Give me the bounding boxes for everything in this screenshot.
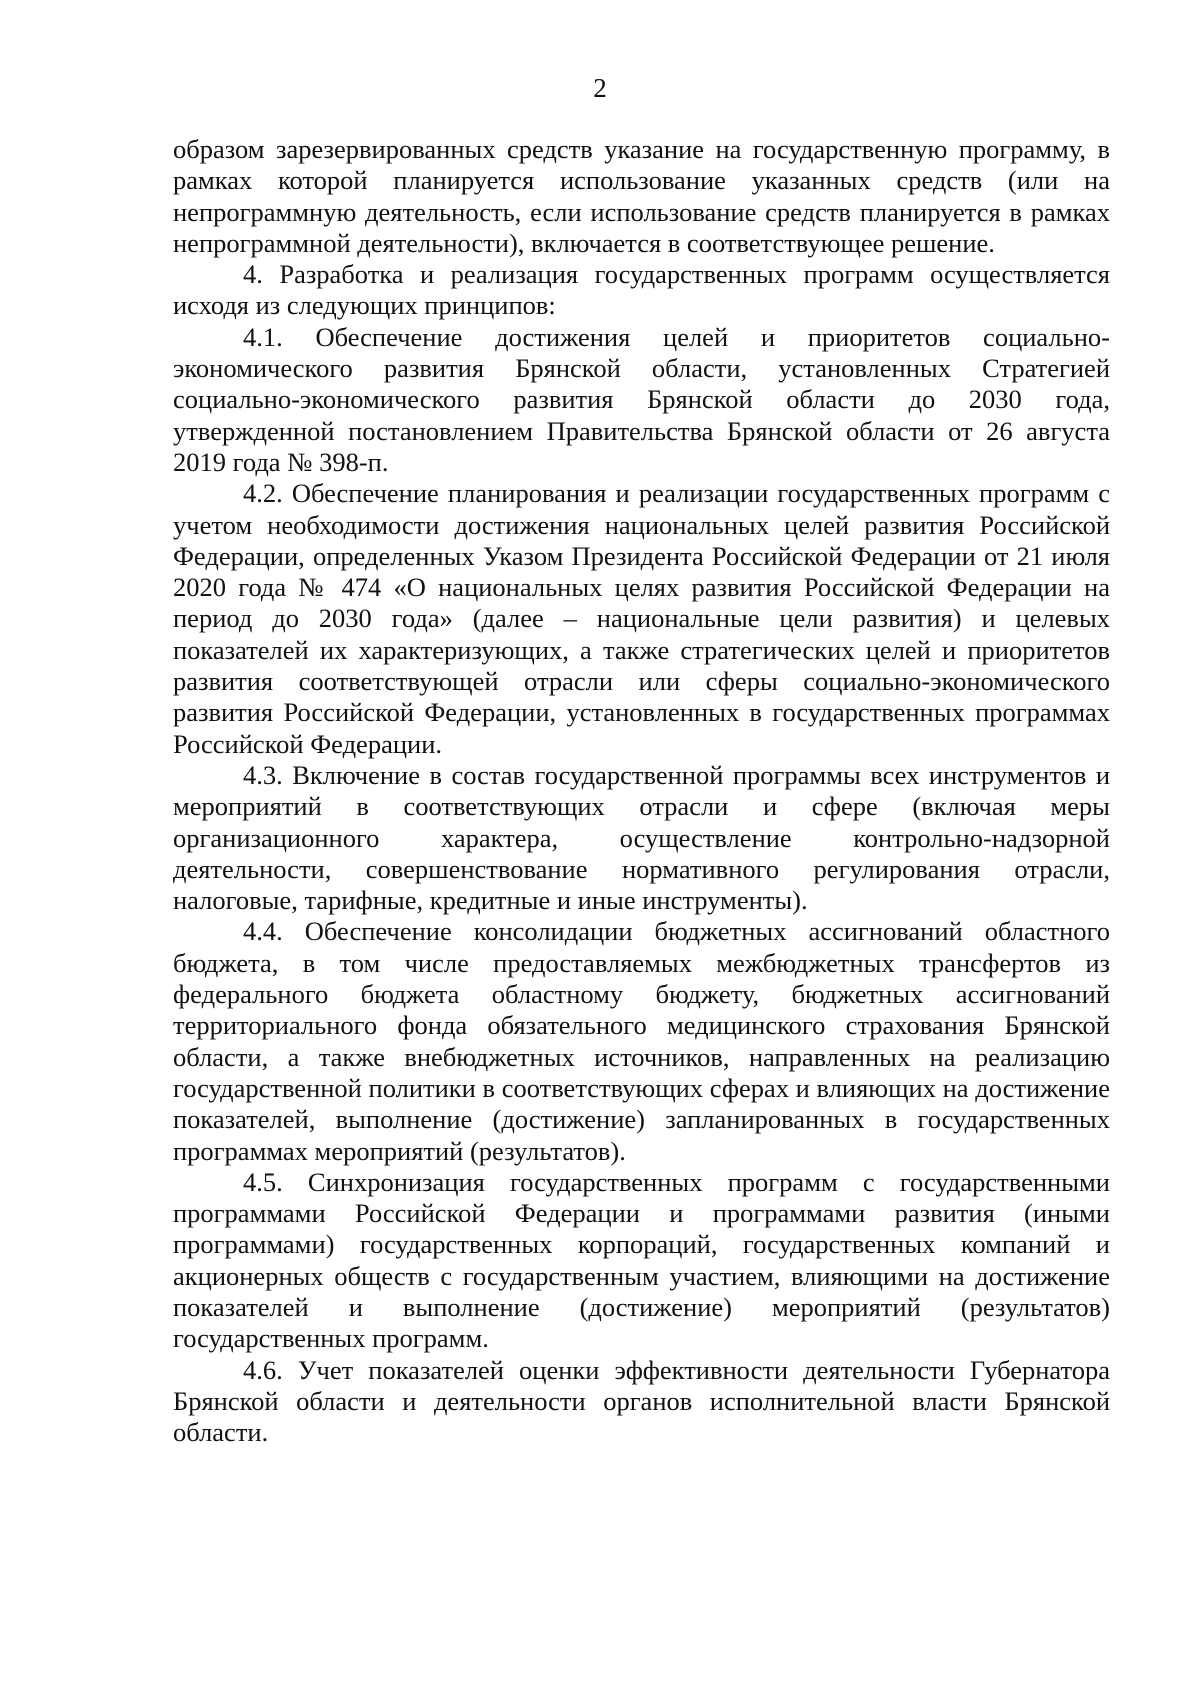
page-number: 2 xyxy=(593,73,607,103)
paragraph-item-4-4: 4.4. Обеспечение консолидации бюджетных ассигнований областного бюджета, в том числе предоставляемых межбюджетных трансфертов из федерального бюджета областному бюджету, бюджетных ассигнований территориального фонда обязательного медицинского страхования Брянской области, а также внебюджетных источников, направленных на реализацию государственной политики в соответствующих сферах и влияющих на достижение показателей, выполнение (достижение) запланированных в государственных программах мероприятий (результатов). xyxy=(173,916,1110,1166)
paragraph-section-4: 4. Разработка и реализация государственных программ осуществляется исходя из следующих принципов: xyxy=(173,259,1110,321)
document-body xyxy=(173,134,1110,1448)
paragraph-item-4-6: 4.6. Учет показателей оценки эффективности деятельности Губернатора Брянской области и деятельности органов исполнительной власти Брянской области. xyxy=(173,1354,1110,1448)
paragraph-item-4-2: 4.2. Обеспечение планирования и реализации государственных программ с учетом необходимости достижения национальных целей развития Российской Федерации, определенных Указом Президента Российской Федерации от 21 июля 2020 года № 474 «О национальных целях развития Российской Федерации на период до 2030 года» (далее – национальные цели развития) и целевых показателей их характеризующих, а также стратегических целей и приоритетов развития соответствующей отрасли или сферы социально-экономического развития Российской Федерации, установленных в государственных программах Российской Федерации. xyxy=(173,478,1110,759)
paragraph-item-4-1: 4.1. Обеспечение достижения целей и приоритетов социально-экономического развития Брянской области, установленных Стратегией социально-экономического развития Брянской области до 2030 года, утвержденной постановлением Правительства Брянской области от 26 августа 2019 года № 398-п. xyxy=(173,321,1110,477)
paragraph-item-4-5: 4.5. Синхронизация государственных программ с государственными программами Российской Федерации и программами развития (иными программами) государственных корпораций, государственных компаний и акционерных обществ с государственным участием, влияющими на достижение показателей и выполнение (достижение) мероприятий (результатов) государственных программ. xyxy=(173,1166,1110,1354)
paragraph-item-4-3: 4.3. Включение в состав государственной программы всех инструментов и мероприятий в соответствующих отрасли и сфере (включая меры организационного характера, осуществление контрольно-надзорной деятельности, совершенствование нормативного регулирования отрасли, налоговые, тарифные, кредитные и иные инструменты). xyxy=(173,759,1110,916)
paragraph-continuation: образом зарезервированных средств указание на государственную программу, в рамках которой планируется использование указанных средств (или на непрограммную деятельность, если использование средств планируется в рамках непрограммной деятельности), включается в соответствующее решение. xyxy=(173,134,1110,258)
